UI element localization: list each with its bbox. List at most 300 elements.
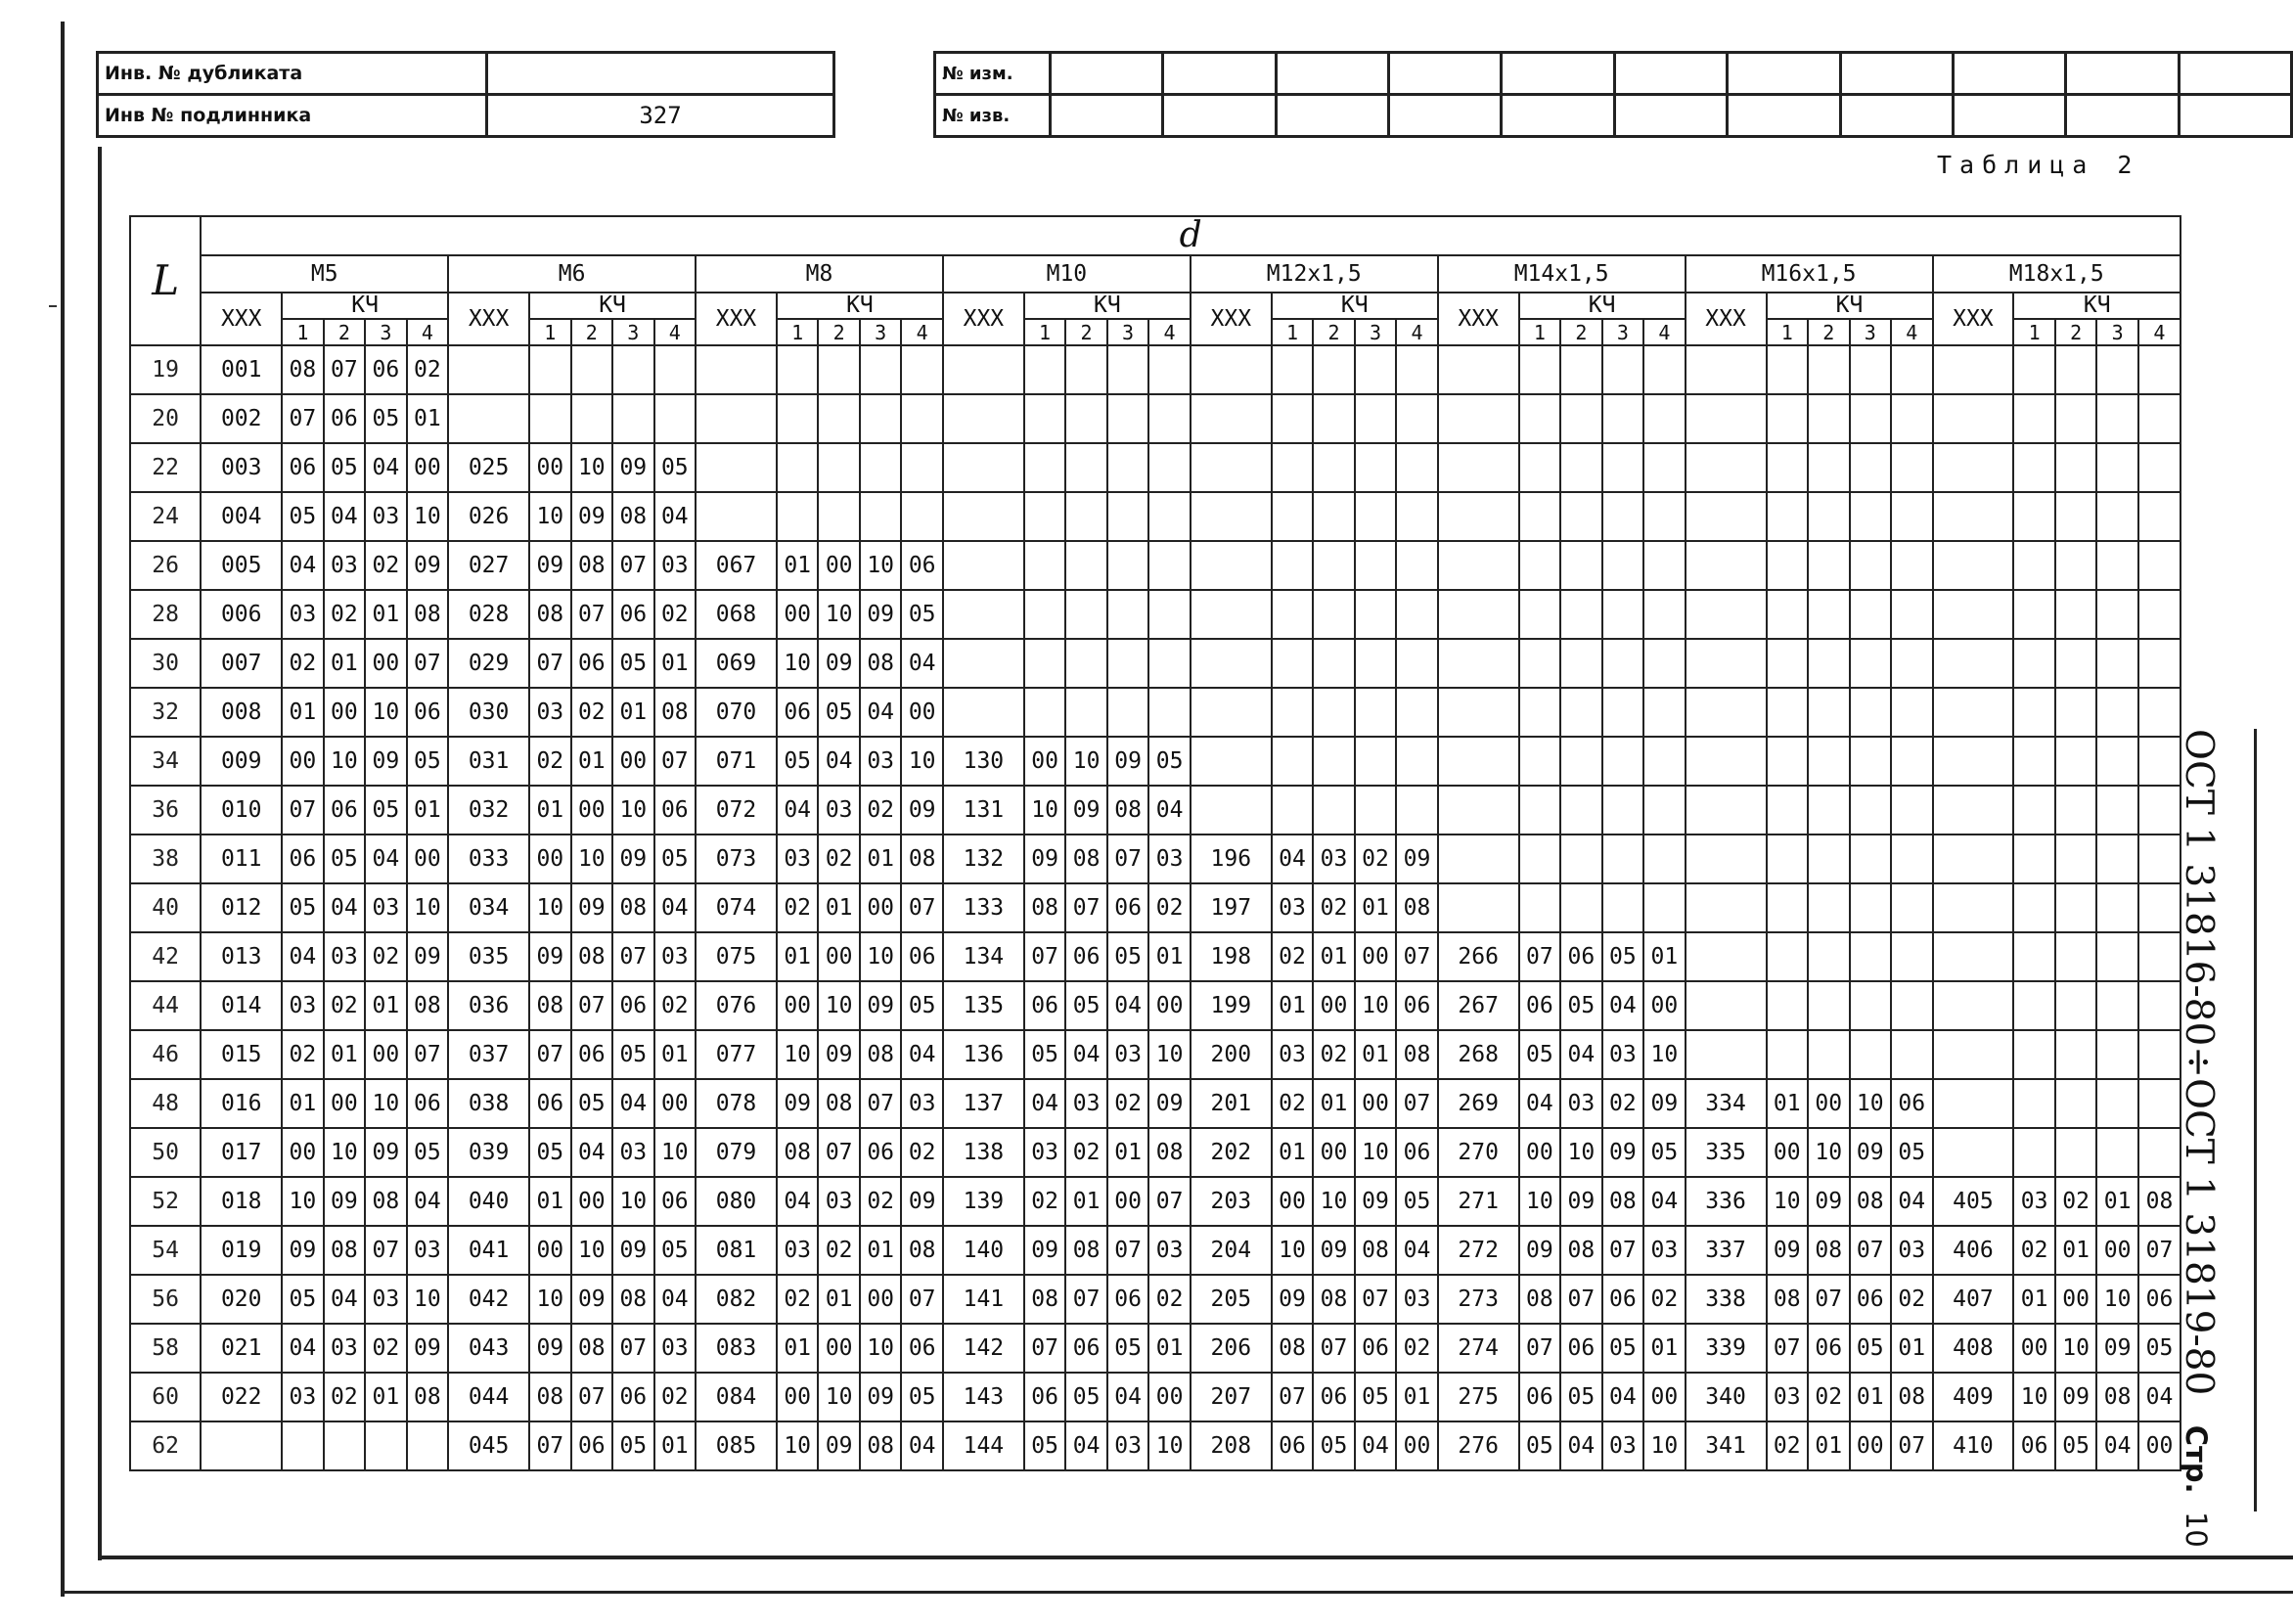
- kch-header: КЧ: [1519, 293, 1686, 319]
- code-cell: [201, 1421, 282, 1470]
- code-cell: [1686, 786, 1767, 835]
- kch-cell: 01: [529, 1177, 571, 1226]
- kch-cell: 06: [1272, 1421, 1314, 1470]
- kch-cell: 01: [1396, 1373, 1438, 1421]
- kch-cell: [1808, 786, 1850, 835]
- kch-cell: 03: [860, 737, 902, 786]
- kch-cell: 08: [1891, 1373, 1933, 1421]
- kch-cell: 05: [2138, 1324, 2181, 1373]
- kch-cell: [1313, 443, 1355, 492]
- kch-cell: [1560, 541, 1602, 590]
- kch-cell: 10: [529, 492, 571, 541]
- code-cell: [1933, 981, 2014, 1030]
- code-cell: 022: [201, 1373, 282, 1421]
- kch-cell: 09: [860, 590, 902, 639]
- change-record-stamp: [933, 51, 2293, 138]
- kch-cell: [901, 443, 943, 492]
- kch-cell: 05: [612, 639, 654, 688]
- kch-cell: [1272, 492, 1314, 541]
- kch-cell: 04: [777, 786, 819, 835]
- kch-cell: 05: [901, 1373, 943, 1421]
- kch-cell: [1891, 492, 1933, 541]
- code-cell: 274: [1438, 1324, 1519, 1373]
- kch-cell: 05: [1396, 1177, 1438, 1226]
- kch-cell: 00: [818, 932, 860, 981]
- kch-cell: 07: [1355, 1275, 1397, 1324]
- kch-cell: 07: [860, 1079, 902, 1128]
- kch-cell: 02: [1808, 1373, 1850, 1421]
- kch-cell: [1065, 541, 1107, 590]
- kch-cell: 09: [1560, 1177, 1602, 1226]
- kch-cell: 06: [282, 835, 324, 883]
- kch-cell: 10: [612, 786, 654, 835]
- kch-cell: [2013, 394, 2055, 443]
- kch-cell: [1024, 394, 1066, 443]
- kch-cell: 02: [1313, 883, 1355, 932]
- kch-cell: 03: [1891, 1226, 1933, 1275]
- kch-cell: 01: [407, 786, 449, 835]
- kch-cell: [1808, 443, 1850, 492]
- kch-cell: 06: [612, 981, 654, 1030]
- kch-cell: [1767, 541, 1809, 590]
- code-cell: [1191, 345, 1272, 394]
- kch-cell: [2055, 492, 2097, 541]
- kch-cell: [2096, 345, 2138, 394]
- kch-cell: 09: [612, 443, 654, 492]
- kch-cell: 03: [529, 688, 571, 737]
- kch-number-header: 3: [365, 319, 407, 345]
- kch-cell: 00: [1355, 1079, 1397, 1128]
- kch-cell: 05: [2055, 1421, 2097, 1470]
- kch-cell: 01: [1767, 1079, 1809, 1128]
- kch-cell: 10: [1355, 1128, 1397, 1177]
- kch-cell: 00: [1313, 981, 1355, 1030]
- code-cell: [1191, 541, 1272, 590]
- kch-cell: 00: [777, 981, 819, 1030]
- stamp-row: [98, 95, 834, 137]
- table-row: [130, 541, 2181, 590]
- kch-cell: 07: [612, 541, 654, 590]
- kch-cell: [1602, 639, 1644, 688]
- kch-cell: 09: [901, 1177, 943, 1226]
- kch-cell: [1272, 443, 1314, 492]
- kch-cell: 03: [1396, 1275, 1438, 1324]
- kch-cell: [1355, 737, 1397, 786]
- code-cell: 036: [448, 981, 529, 1030]
- kch-cell: 07: [901, 883, 943, 932]
- kch-cell: [2138, 639, 2181, 688]
- kch-cell: 00: [1519, 1128, 1561, 1177]
- kch-cell: [407, 1421, 449, 1470]
- code-cell: 075: [696, 932, 777, 981]
- kch-cell: 01: [777, 541, 819, 590]
- change-record-cell: [1502, 95, 1614, 137]
- table-row: [130, 639, 2181, 688]
- kch-cell: 06: [1891, 1079, 1933, 1128]
- code-cell: [1438, 394, 1519, 443]
- kch-cell: 07: [1272, 1373, 1314, 1421]
- kch-cell: [529, 345, 571, 394]
- kch-cell: [777, 394, 819, 443]
- table-row: [130, 443, 2181, 492]
- kch-cell: 06: [324, 394, 366, 443]
- kch-cell: [1891, 981, 1933, 1030]
- kch-cell: 09: [1024, 1226, 1066, 1275]
- kch-cell: [1313, 541, 1355, 590]
- kch-cell: 01: [1643, 1324, 1686, 1373]
- kch-cell: 04: [324, 1275, 366, 1324]
- kch-cell: [1024, 345, 1066, 394]
- kch-cell: [1024, 688, 1066, 737]
- kch-cell: [1065, 394, 1107, 443]
- code-cell: 131: [943, 786, 1024, 835]
- kch-cell: 10: [860, 541, 902, 590]
- kch-cell: 03: [777, 835, 819, 883]
- code-cell: 407: [1933, 1275, 2014, 1324]
- change-record-cell: [1614, 53, 1727, 95]
- kch-number-header: 3: [860, 319, 902, 345]
- kch-cell: [2055, 541, 2097, 590]
- kch-cell: [1519, 541, 1561, 590]
- kch-cell: 08: [1850, 1177, 1892, 1226]
- kch-cell: 00: [1808, 1079, 1850, 1128]
- kch-number-header: 4: [407, 319, 449, 345]
- code-cell: 003: [201, 443, 282, 492]
- kch-cell: 04: [1355, 1421, 1397, 1470]
- code-cell: [943, 590, 1024, 639]
- kch-cell: [1643, 883, 1686, 932]
- kch-cell: 03: [365, 492, 407, 541]
- original-inventory-label: Инв № подлинника: [98, 95, 487, 137]
- kch-cell: [1355, 345, 1397, 394]
- kch-header: КЧ: [2013, 293, 2181, 319]
- kch-cell: 08: [860, 1030, 902, 1079]
- table-row: [130, 1373, 2181, 1421]
- kch-cell: 08: [1602, 1177, 1644, 1226]
- kch-cell: 09: [901, 786, 943, 835]
- kch-cell: [1808, 1030, 1850, 1079]
- code-cell: 070: [696, 688, 777, 737]
- change-record-cell: [2066, 53, 2179, 95]
- kch-cell: 09: [612, 835, 654, 883]
- kch-cell: [1148, 492, 1191, 541]
- kch-cell: 10: [407, 492, 449, 541]
- kch-cell: 10: [1148, 1421, 1191, 1470]
- kch-cell: 08: [2096, 1373, 2138, 1421]
- code-cell: [1933, 1079, 2014, 1128]
- kch-cell: 03: [365, 883, 407, 932]
- kch-cell: [1313, 590, 1355, 639]
- kch-cell: 09: [612, 1226, 654, 1275]
- code-cell: 017: [201, 1128, 282, 1177]
- kch-cell: 00: [1850, 1421, 1892, 1470]
- kch-cell: [2096, 492, 2138, 541]
- kch-cell: 02: [365, 1324, 407, 1373]
- kch-cell: 08: [1107, 786, 1149, 835]
- kch-cell: 03: [324, 1324, 366, 1373]
- code-cell: [1191, 688, 1272, 737]
- kch-cell: 09: [1396, 835, 1438, 883]
- kch-cell: 08: [2138, 1177, 2181, 1226]
- kch-cell: [1107, 688, 1149, 737]
- kch-cell: 06: [654, 1177, 697, 1226]
- code-cell: 018: [201, 1177, 282, 1226]
- kch-cell: [1396, 541, 1438, 590]
- kch-cell: 09: [1602, 1128, 1644, 1177]
- kch-cell: 06: [2013, 1421, 2055, 1470]
- code-cell: [1191, 639, 1272, 688]
- kch-cell: 08: [1272, 1324, 1314, 1373]
- kch-cell: [1560, 345, 1602, 394]
- kch-cell: [1850, 835, 1892, 883]
- kch-cell: 04: [324, 492, 366, 541]
- kch-cell: [1643, 443, 1686, 492]
- kch-cell: 00: [777, 590, 819, 639]
- kch-cell: 08: [1065, 1226, 1107, 1275]
- xxx-header: XXX: [1191, 293, 1272, 345]
- kch-cell: [901, 345, 943, 394]
- kch-cell: 04: [1560, 1421, 1602, 1470]
- kch-cell: 05: [1024, 1421, 1066, 1470]
- kch-cell: [1850, 1030, 1892, 1079]
- length-cell: 34: [130, 737, 201, 786]
- kch-cell: 02: [654, 981, 697, 1030]
- code-cell: [1438, 492, 1519, 541]
- kch-cell: 10: [777, 1030, 819, 1079]
- kch-cell: [2138, 1030, 2181, 1079]
- kch-cell: 06: [529, 1079, 571, 1128]
- kch-cell: 07: [1808, 1275, 1850, 1324]
- code-cell: 007: [201, 639, 282, 688]
- kch-cell: 08: [529, 981, 571, 1030]
- kch-cell: 06: [901, 541, 943, 590]
- kch-cell: 01: [407, 394, 449, 443]
- kch-cell: [2013, 981, 2055, 1030]
- kch-cell: [2013, 541, 2055, 590]
- kch-number-header: 1: [282, 319, 324, 345]
- kch-cell: 03: [1065, 1079, 1107, 1128]
- code-cell: 266: [1438, 932, 1519, 981]
- change-record-cell: [1614, 95, 1727, 137]
- code-cell: 081: [696, 1226, 777, 1275]
- kch-cell: [2096, 688, 2138, 737]
- kch-cell: 04: [1272, 835, 1314, 883]
- kch-cell: 09: [407, 932, 449, 981]
- kch-cell: 04: [901, 1030, 943, 1079]
- kch-cell: [1767, 688, 1809, 737]
- kch-cell: [860, 394, 902, 443]
- kch-cell: 02: [282, 1030, 324, 1079]
- kch-cell: 02: [1396, 1324, 1438, 1373]
- kch-cell: 04: [1396, 1226, 1438, 1275]
- kch-number-header: 1: [1024, 319, 1066, 345]
- kch-cell: [2055, 1079, 2097, 1128]
- kch-cell: 08: [282, 345, 324, 394]
- kch-cell: [1767, 932, 1809, 981]
- code-cell: [696, 443, 777, 492]
- kch-cell: 04: [282, 541, 324, 590]
- kch-cell: 06: [1396, 981, 1438, 1030]
- length-cell: 24: [130, 492, 201, 541]
- change-record-cell: [1163, 95, 1276, 137]
- kch-cell: 09: [860, 981, 902, 1030]
- kch-cell: 01: [282, 1079, 324, 1128]
- code-cell: [1438, 639, 1519, 688]
- kch-cell: [2096, 394, 2138, 443]
- duplicate-inventory-value: [487, 53, 834, 95]
- change-record-cell: [1728, 95, 1840, 137]
- kch-cell: 03: [901, 1079, 943, 1128]
- kch-cell: [1107, 394, 1149, 443]
- kch-cell: 01: [365, 1373, 407, 1421]
- kch-cell: 00: [818, 1324, 860, 1373]
- length-cell: 40: [130, 883, 201, 932]
- kch-cell: [1148, 688, 1191, 737]
- kch-cell: 05: [282, 492, 324, 541]
- code-cell: [1933, 883, 2014, 932]
- kch-cell: 04: [1148, 786, 1191, 835]
- kch-cell: 06: [407, 1079, 449, 1128]
- kch-cell: [1602, 394, 1644, 443]
- code-cell: 079: [696, 1128, 777, 1177]
- code-cell: 045: [448, 1421, 529, 1470]
- kch-cell: [1602, 737, 1644, 786]
- kch-cell: [2013, 1030, 2055, 1079]
- kch-cell: [1396, 590, 1438, 639]
- kch-cell: 00: [2013, 1324, 2055, 1373]
- code-cell: [1686, 541, 1767, 590]
- code-cell: 197: [1191, 883, 1272, 932]
- notice-number-row: [935, 95, 2292, 137]
- kch-cell: 05: [1519, 1421, 1561, 1470]
- xxx-header: XXX: [201, 293, 282, 345]
- kch-cell: [2138, 541, 2181, 590]
- kch-cell: 05: [282, 1275, 324, 1324]
- kch-cell: [2055, 737, 2097, 786]
- code-cell: 336: [1686, 1177, 1767, 1226]
- kch-cell: 07: [818, 1128, 860, 1177]
- kch-cell: [818, 394, 860, 443]
- kch-cell: [1272, 639, 1314, 688]
- kch-cell: 02: [1272, 1079, 1314, 1128]
- stamp-row: [98, 53, 834, 95]
- code-cell: 208: [1191, 1421, 1272, 1470]
- kch-cell: 10: [1767, 1177, 1809, 1226]
- code-cell: 077: [696, 1030, 777, 1079]
- kch-cell: 06: [571, 1030, 613, 1079]
- kch-cell: 05: [1107, 1324, 1149, 1373]
- code-cell: 276: [1438, 1421, 1519, 1470]
- kch-cell: 05: [1313, 1421, 1355, 1470]
- kch-cell: 00: [1107, 1177, 1149, 1226]
- code-cell: 015: [201, 1030, 282, 1079]
- kch-cell: 04: [282, 932, 324, 981]
- kch-cell: [1891, 932, 1933, 981]
- kch-cell: [1643, 492, 1686, 541]
- kch-cell: 02: [777, 1275, 819, 1324]
- kch-cell: 03: [777, 1226, 819, 1275]
- thread-size-header: M16x1,5: [1686, 255, 1933, 293]
- duplicate-inventory-label: Инв. № дубликата: [98, 53, 487, 95]
- code-cell: [943, 345, 1024, 394]
- inner-frame-left-line: [98, 147, 102, 1560]
- length-cell: 54: [130, 1226, 201, 1275]
- kch-cell: 00: [365, 1030, 407, 1079]
- kch-cell: 01: [1107, 1128, 1149, 1177]
- change-number-label: № изм.: [935, 53, 1051, 95]
- kch-cell: 03: [654, 932, 697, 981]
- kch-cell: [1602, 835, 1644, 883]
- kch-cell: 08: [777, 1128, 819, 1177]
- kch-cell: 07: [407, 639, 449, 688]
- kch-cell: 10: [1355, 981, 1397, 1030]
- code-cell: 043: [448, 1324, 529, 1373]
- code-cell: 078: [696, 1079, 777, 1128]
- kch-cell: 10: [1272, 1226, 1314, 1275]
- table-row: [130, 1177, 2181, 1226]
- kch-cell: [1808, 541, 1850, 590]
- kch-cell: [1355, 688, 1397, 737]
- kch-cell: [1396, 492, 1438, 541]
- kch-number-header: 3: [2096, 319, 2138, 345]
- kch-cell: 05: [654, 443, 697, 492]
- kch-cell: [1560, 590, 1602, 639]
- kch-number-header: 4: [654, 319, 697, 345]
- code-cell: [1686, 492, 1767, 541]
- kch-cell: 07: [1602, 1226, 1644, 1275]
- kch-cell: 01: [1891, 1324, 1933, 1373]
- code-cell: 011: [201, 835, 282, 883]
- kch-cell: 01: [571, 737, 613, 786]
- kch-cell: 04: [1065, 1421, 1107, 1470]
- kch-header: КЧ: [1024, 293, 1191, 319]
- kch-cell: 01: [1272, 1128, 1314, 1177]
- code-cell: 201: [1191, 1079, 1272, 1128]
- change-record-cell: [1051, 53, 1163, 95]
- kch-cell: [818, 492, 860, 541]
- change-record-cell: [1840, 53, 1953, 95]
- table-row: [130, 1324, 2181, 1373]
- code-cell: [1191, 786, 1272, 835]
- kch-cell: [901, 492, 943, 541]
- kch-cell: [1643, 688, 1686, 737]
- kch-cell: 06: [407, 688, 449, 737]
- kch-cell: 01: [324, 1030, 366, 1079]
- kch-cell: [1767, 345, 1809, 394]
- kch-cell: 02: [1272, 932, 1314, 981]
- kch-cell: 06: [571, 639, 613, 688]
- kch-header: КЧ: [777, 293, 943, 319]
- kch-cell: 10: [1643, 1421, 1686, 1470]
- kch-cell: 04: [365, 835, 407, 883]
- code-cell: 019: [201, 1226, 282, 1275]
- code-cell: 132: [943, 835, 1024, 883]
- length-cell: 48: [130, 1079, 201, 1128]
- kch-cell: 10: [324, 737, 366, 786]
- length-cell: 20: [130, 394, 201, 443]
- kch-cell: [901, 394, 943, 443]
- kch-cell: 09: [529, 541, 571, 590]
- kch-cell: 06: [1065, 932, 1107, 981]
- kch-cell: 07: [1024, 1324, 1066, 1373]
- kch-cell: 03: [1148, 835, 1191, 883]
- code-cell: 269: [1438, 1079, 1519, 1128]
- kch-cell: [1519, 835, 1561, 883]
- code-cell: 198: [1191, 932, 1272, 981]
- kch-cell: 01: [654, 639, 697, 688]
- kch-cell: [1602, 541, 1644, 590]
- kch-cell: 06: [860, 1128, 902, 1177]
